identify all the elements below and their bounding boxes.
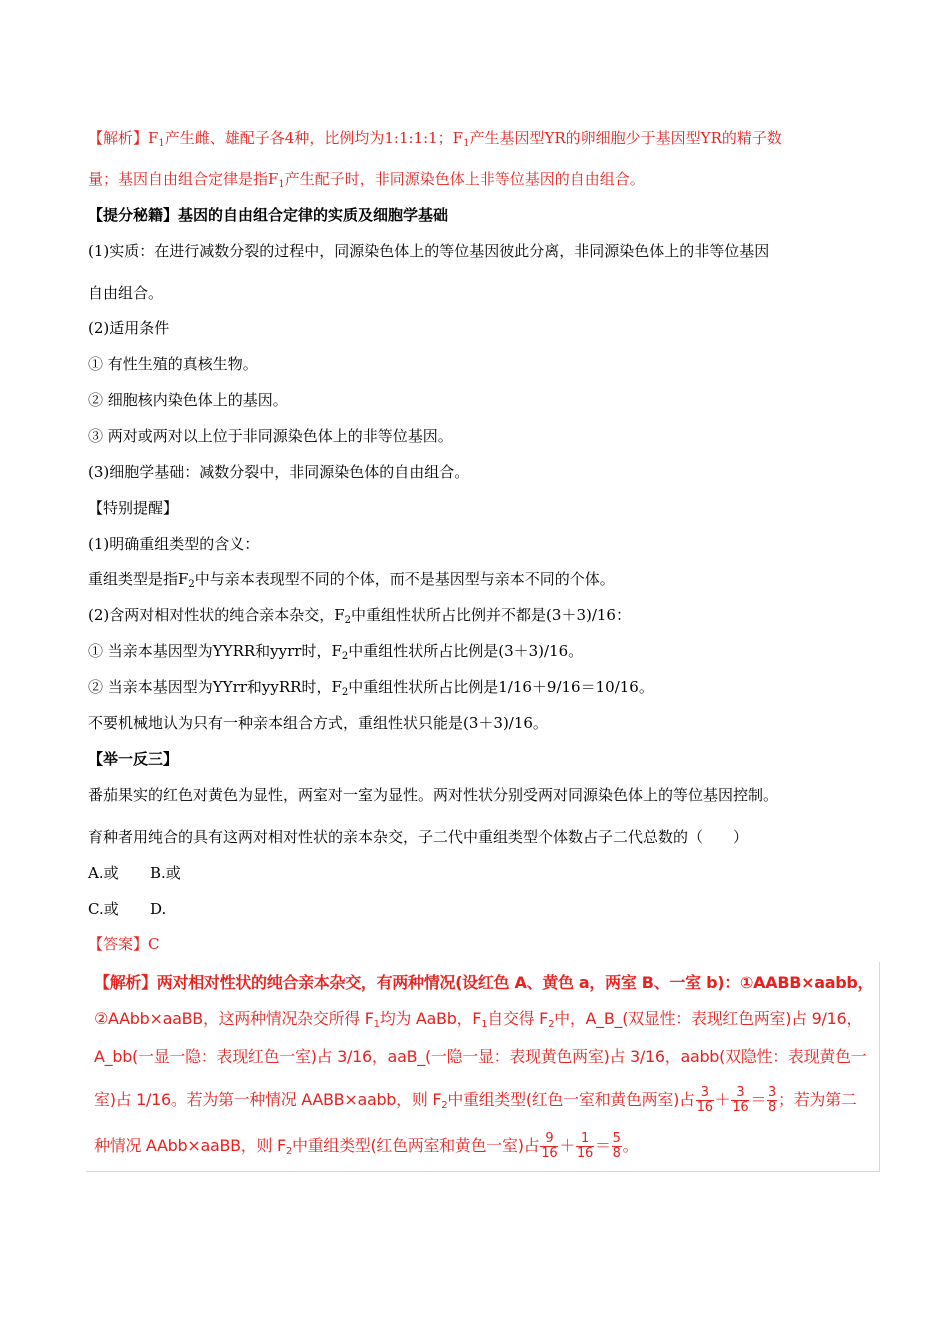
fraction-numerator: 5 bbox=[612, 1131, 621, 1146]
equals-sign: ＝ bbox=[594, 1136, 611, 1155]
plus-sign: ＋ bbox=[559, 1136, 576, 1155]
analysis-text: 量；基因自由组合定律是指F bbox=[88, 170, 279, 188]
subscript: 1 bbox=[463, 138, 470, 149]
practice-q1: 番茄果实的红色对黄色为显性，两室对一室为显性。两对性状分别受两对同源染色体上的等位基因控制。 bbox=[88, 786, 779, 804]
fraction bbox=[576, 1132, 594, 1161]
fraction-numerator: 3 bbox=[696, 1086, 714, 1101]
analysis-line-1 bbox=[88, 128, 888, 148]
subscript: 1 bbox=[278, 179, 285, 190]
tips-p1: (1)实质：在进行减数分裂的过程中，同源染色体上的等位基因彼此分离，非同源染色体上的非等位基因 bbox=[88, 242, 770, 260]
fraction-denominator: 16 bbox=[577, 1146, 593, 1161]
analysis2-line-3: A_bb(一显一隐：表现红色一室)占 3/16，aaB_(一隐一显：表现黄色两室)占 3/16，aabb(双隐性：表现黄色一 bbox=[94, 1047, 867, 1066]
fraction-denominator: 8 bbox=[768, 1100, 777, 1115]
fraction bbox=[540, 1132, 558, 1161]
subscript: 1 bbox=[373, 1019, 380, 1030]
analysis2-text: 自交得 F bbox=[487, 1009, 549, 1028]
reminder-p2 bbox=[88, 569, 888, 589]
reminder-text: 中重组性状所占比例并不都是(3＋3)/16： bbox=[351, 606, 631, 624]
option-b: B.或 bbox=[150, 864, 181, 882]
reminder-text: 中与亲本表现型不同的个体，而不是基因型与亲本不同的个体。 bbox=[194, 570, 615, 588]
analysis-text: 【解析】F bbox=[88, 129, 159, 147]
analysis2-line-1 bbox=[94, 972, 884, 994]
subscript: 2 bbox=[548, 1019, 555, 1030]
analysis-line-2 bbox=[88, 169, 888, 189]
analysis2-text: 【解析】两对相对性状的纯合亲本杂交，有两种情况(设红色 A、黄色 a，两室 B、一室 b)：①AABB×aabb， bbox=[94, 973, 874, 992]
reminder-heading: 【特别提醒】 bbox=[88, 499, 179, 517]
fraction bbox=[767, 1086, 777, 1115]
analysis2-line-5 bbox=[94, 1132, 884, 1161]
reminder-p4 bbox=[88, 641, 888, 661]
analysis2-text: 均为 AaBb，F bbox=[379, 1009, 482, 1028]
tips-p2: (2)适用条件 bbox=[88, 319, 170, 337]
fraction-denominator: 16 bbox=[696, 1100, 713, 1115]
reminder-p6: 不要机械地认为只有一种亲本组合方式，重组性状只能是(3＋3)/16。 bbox=[88, 714, 548, 732]
reminder-text: (2)含两对相对性状的纯合亲本杂交，F bbox=[88, 606, 345, 624]
analysis2-text: 。 bbox=[622, 1136, 639, 1155]
practice-q2: 育种者用纯合的具有这两对相对性状的亲本杂交，子二代中重组类型个体数占子二代总数的（ ） bbox=[88, 828, 749, 846]
reminder-text: 重组类型是指F bbox=[88, 570, 189, 588]
option-c: C.或 bbox=[88, 900, 119, 918]
reminder-p1: (1)明确重组类型的含义： bbox=[88, 535, 260, 553]
fraction bbox=[731, 1086, 749, 1115]
practice-heading: 【举一反三】 bbox=[88, 750, 179, 768]
fraction-denominator: 16 bbox=[732, 1100, 749, 1115]
fraction-numerator: 9 bbox=[540, 1132, 558, 1147]
tips-p3: (3)细胞学基础：减数分裂中，非同源染色体的自由组合。 bbox=[88, 463, 470, 481]
analysis2-text: ②AAbb×aaBB，这两种情况杂交所得 F bbox=[94, 1009, 374, 1028]
analysis-text: 产生基因型YR的卵细胞少于基因型YR的精子数 bbox=[469, 129, 782, 147]
tips-p2-1: ① 有性生殖的真核生物。 bbox=[88, 355, 258, 373]
options-row-1 bbox=[88, 863, 888, 883]
analysis2-text: 中重组类型(红色两室和黄色一室)占 bbox=[291, 1136, 540, 1155]
fraction-denominator: 8 bbox=[612, 1146, 621, 1161]
analysis2-text: 中重组类型(红色一室和黄色两室)占 bbox=[447, 1090, 695, 1109]
analysis2-line-4 bbox=[94, 1086, 884, 1115]
reminder-text: ② 当亲本基因型为YYrr和yyRR时，F bbox=[88, 678, 342, 696]
analysis-image-block bbox=[86, 962, 880, 1172]
subscript: 2 bbox=[341, 651, 349, 662]
analysis-text: 产生雌、雄配子各4种，比例均为1:1:1:1；F bbox=[164, 129, 464, 147]
subscript: 2 bbox=[188, 579, 195, 590]
reminder-text: 中重组性状所占比例是1/16＋9/16＝10/16。 bbox=[348, 678, 654, 696]
tips-p2-2: ② 细胞核内染色体上的基因。 bbox=[88, 391, 288, 409]
fraction-numerator: 1 bbox=[576, 1132, 594, 1147]
analysis2-line-2 bbox=[94, 1008, 884, 1030]
reminder-p3 bbox=[88, 605, 888, 625]
options-row-2 bbox=[88, 899, 888, 919]
plus-sign: ＋ bbox=[714, 1090, 731, 1109]
analysis2-text: ；若为第二 bbox=[778, 1090, 857, 1109]
reminder-p5 bbox=[88, 677, 888, 697]
subscript: 2 bbox=[341, 687, 349, 698]
tips-p2-3: ③ 两对或两对以上位于非同源染色体上的非等位基因。 bbox=[88, 427, 453, 445]
reminder-text: 中重组性状所占比例是(3＋3)/16。 bbox=[348, 642, 584, 660]
fraction-numerator: 3 bbox=[768, 1085, 777, 1100]
equals-sign: ＝ bbox=[750, 1090, 767, 1109]
subscript: 2 bbox=[441, 1100, 448, 1111]
answer-line: 【答案】C bbox=[88, 935, 160, 953]
tips-heading: 【提分秘籍】基因的自由组合定律的实质及细胞学基础 bbox=[88, 206, 449, 224]
analysis-text: 产生配子时，非同源染色体上非等位基因的自由组合。 bbox=[284, 170, 645, 188]
fraction-numerator: 3 bbox=[731, 1086, 749, 1101]
analysis2-text: 室)占 1/16。若为第一种情况 AABB×aabb，则 F bbox=[94, 1090, 442, 1109]
fraction-denominator: 16 bbox=[541, 1146, 558, 1161]
tips-p1b: 自由组合。 bbox=[88, 284, 164, 302]
analysis2-text: 种情况 AAbb×aaBB，则 F bbox=[94, 1136, 286, 1155]
subscript: 1 bbox=[158, 138, 165, 149]
subscript: 2 bbox=[285, 1146, 292, 1157]
option-a: A.或 bbox=[88, 864, 119, 882]
fraction bbox=[612, 1132, 622, 1161]
subscript: 1 bbox=[481, 1019, 488, 1030]
analysis2-text: 中，A_B_(双显性：表现红色两室)占 9/16， bbox=[554, 1009, 863, 1028]
subscript: 2 bbox=[344, 615, 352, 626]
reminder-text: ① 当亲本基因型为YYRR和yyrr时，F bbox=[88, 642, 342, 660]
fraction bbox=[696, 1086, 714, 1115]
option-d: D. bbox=[150, 900, 167, 918]
